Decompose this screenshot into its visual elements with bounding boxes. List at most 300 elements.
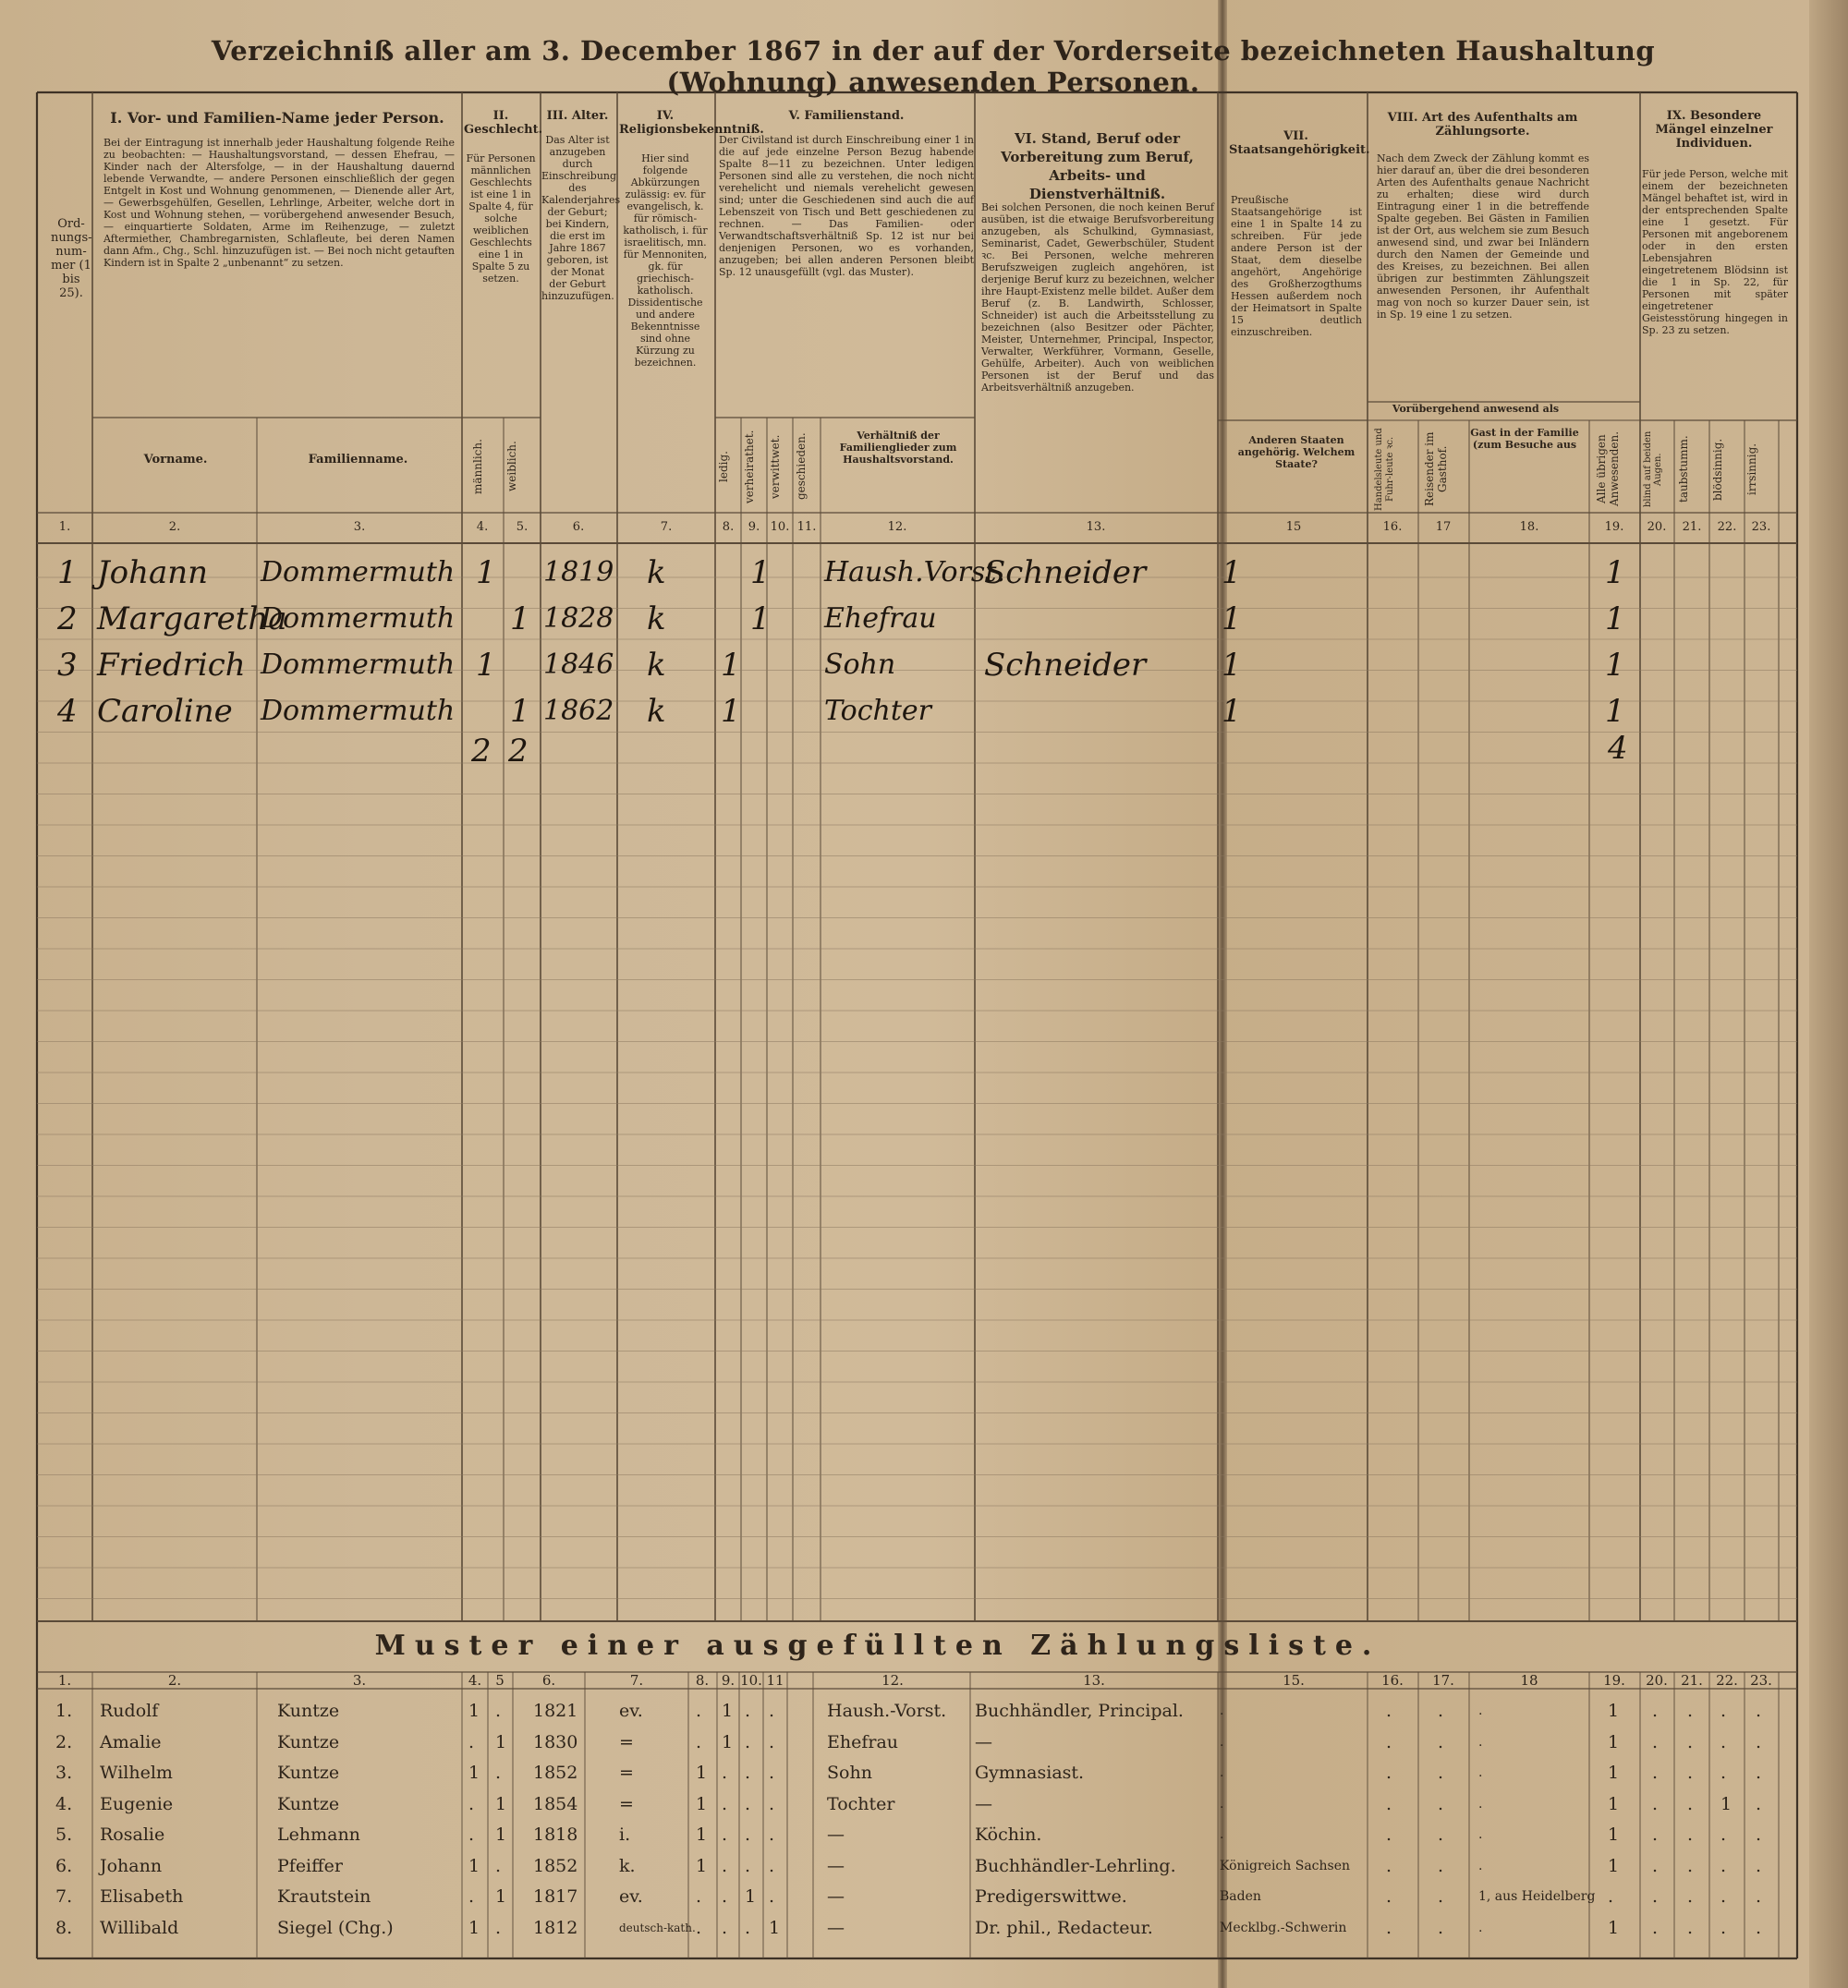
entry-maennlich: 1 [476, 554, 496, 591]
header-geschieden: geschieden. [795, 432, 808, 501]
sample-c22: . [1720, 1824, 1727, 1845]
column-number: 2. [168, 520, 181, 534]
header-sec9-text: Für jede Person, welche mit einem der bezeichneten Mängel behaftet ist, wird in der entsprechenden Spalte eine 1 gesetzt. Für Personen mit angeborenem oder in den ersten Lebensjahren eingetretenem Blödsinn ist die 1 in Sp. 22, für Personen mit später eingetretener Geistesstörung hingegen in Sp. 23 zu setzen. [1642, 168, 1788, 336]
header-col19: Alle übrigen Anwesenden. [1595, 430, 1621, 507]
entry-vorname: Caroline [97, 693, 233, 730]
header-weiblich: weiblich. [505, 441, 518, 492]
sample-beruf: — [975, 1731, 992, 1752]
sample-column-number: 15. [1283, 1672, 1305, 1689]
sample-c16: . [1386, 1763, 1392, 1783]
header-sec5-title: V. Familienstand. [788, 109, 905, 123]
sample-geschieden: . [769, 1763, 775, 1783]
sample-verwitwet: . [745, 1855, 751, 1876]
sample-c19: . [1608, 1886, 1614, 1907]
sample-nr: 3. [55, 1763, 73, 1783]
entry-religion: k [647, 693, 666, 730]
sample-vorname: Wilhelm [100, 1763, 173, 1783]
header-sec4-title: IV. Religionsbekenntniß. [619, 109, 764, 137]
sample-column-number: 7. [629, 1672, 644, 1689]
sample-c23: . [1756, 1701, 1762, 1721]
sample-c19: 1 [1608, 1824, 1620, 1845]
sample-column-number: 4. [468, 1672, 482, 1689]
sample-c23: . [1756, 1886, 1762, 1907]
sample-geschieden: . [769, 1701, 775, 1721]
header-col22: blödsinnig. [1711, 438, 1724, 501]
sample-c23: . [1756, 1855, 1762, 1876]
sample-c17: . [1438, 1917, 1444, 1938]
sample-geschieden: . [769, 1886, 775, 1907]
column-number: 5. [516, 520, 529, 534]
header-ledig: ledig. [717, 451, 730, 482]
sample-nr: 1. [55, 1701, 73, 1721]
sample-maennlich: 1 [468, 1763, 480, 1783]
sample-verhaeltnis: Ehefrau [827, 1731, 899, 1752]
sample-jahr: 1818 [533, 1824, 578, 1845]
sample-verwitwet: . [745, 1917, 751, 1938]
sample-column-number: 5 [495, 1672, 505, 1689]
sample-geschieden: 1 [769, 1917, 781, 1938]
sample-column-number: 21. [1681, 1672, 1703, 1689]
sample-jahr: 1821 [533, 1701, 578, 1721]
sample-beruf: Buchhändler-Lehrling. [975, 1855, 1176, 1876]
sample-c18: 1, aus Heidelberg [1478, 1889, 1596, 1904]
sample-verwitwet: 1 [745, 1886, 757, 1907]
sample-staat: Mecklbg.-Schwerin [1220, 1920, 1347, 1935]
sample-verhaeltnis: Haush.-Vorst. [827, 1701, 947, 1721]
sample-jahr: 1854 [533, 1793, 578, 1814]
header-col23: irrsinnig. [1745, 442, 1758, 496]
sample-c20: . [1652, 1886, 1659, 1907]
sample-geschieden: . [769, 1731, 775, 1752]
sample-verhaeltnis: — [827, 1855, 845, 1876]
entry-anwesend: 1 [1605, 600, 1625, 637]
header-ordnungsnummer: Ord-nungs-num-mer (1 bis 25). [51, 217, 92, 300]
entry-vorname: Margaretha [97, 600, 287, 637]
sample-religion: ev. [619, 1701, 643, 1721]
sample-verheiratet: . [722, 1824, 728, 1845]
header-sec1-title: I. Vor- und Familien-Name jeder Person. [110, 109, 444, 127]
entry-anwesend: 1 [1605, 647, 1625, 684]
column-number: 10. [770, 520, 790, 534]
sample-c21: . [1687, 1855, 1694, 1876]
sample-c22: . [1720, 1731, 1727, 1752]
header-sec5-text: Der Civilstand ist durch Einschreibung einer 1 in die auf jede einzelne Person Bezug habende Spalte 8—11 zu bezeichnen. Unter ledigen Personen sind alle zu verstehen, die noch nicht verehelicht und niemals verehelicht gewesen sind; unter die Geschiedenen sind auch die auf Lebenszeit von Tisch und Bett geschiedenen zu rechnen. — Das Familien- oder Verwandtschaftsverhältniß Sp. 12 ist nur bei denjenigen Personen, wo es vorhanden, anzugeben; bei allen anderen Personen bleibt Sp. 12 unausgefüllt (vgl. das Muster). [719, 134, 974, 278]
sample-vorname: Amalie [100, 1731, 162, 1752]
sample-weiblich: . [495, 1917, 502, 1938]
sample-verhaeltnis: — [827, 1917, 845, 1938]
sample-verhaeltnis: — [827, 1824, 845, 1845]
sample-nr: 4. [55, 1793, 73, 1814]
entry-geburtsjahr: 1828 [543, 602, 614, 635]
sample-religion: = [619, 1793, 634, 1814]
column-number: 21. [1682, 520, 1702, 534]
sample-c17: . [1438, 1855, 1444, 1876]
entry-verheiratet: 1 [750, 600, 771, 637]
sample-maennlich: . [468, 1793, 475, 1814]
entry-verhaeltnis: Ehefrau [824, 602, 937, 635]
sample-verhaeltnis: Tochter [827, 1793, 895, 1814]
sample-nr: 5. [55, 1824, 73, 1845]
sample-title: Muster einer ausgefüllten Zählungsliste. [374, 1630, 1381, 1662]
header-verhaeltnis: Verhältniß der Familienglieder zum Haushaltsvorstand. [839, 430, 957, 466]
sample-c21: . [1687, 1917, 1694, 1938]
sample-c21: . [1687, 1886, 1694, 1907]
sample-beruf: Köchin. [975, 1824, 1042, 1845]
sample-column-number: 12. [881, 1672, 904, 1689]
entry-number: 2 [57, 600, 78, 637]
sample-column-number: 2. [167, 1672, 182, 1689]
entry-beruf: Schneider [984, 554, 1147, 591]
sample-weiblich: . [495, 1855, 502, 1876]
sample-weiblich: 1 [495, 1886, 507, 1907]
sample-c22: . [1720, 1917, 1727, 1938]
sample-c18: . [1478, 1703, 1483, 1718]
sample-column-number: 8. [695, 1672, 710, 1689]
sample-c17: . [1438, 1793, 1444, 1814]
entry-weiblich: 1 [510, 693, 530, 730]
sample-c22: . [1720, 1886, 1727, 1907]
sample-c22: . [1720, 1763, 1727, 1783]
sample-beruf: Predigerswittwe. [975, 1886, 1127, 1907]
header-sec6-text: Bei solchen Personen, die noch keinen Beruf ausüben, ist die etwaige Berufsvorbereitung anzugeben, als Schulkind, Gymnasiast, Seminarist, Cadet, Gewerbschüler, Student ꝛc. Bei Personen, welche mehreren Berufszweigen zugleich angehören, ist derjenige Beruf kurz zu bezeichnen, welcher ihre Haupt-Existenz melle bildet. Außer dem Beruf (z. B. Landwirth, Schlosser, Schneider) ist auch die Arbeitsstellung zu bezeichnen (also Besitzer oder Pächter, Meister, Unternehmer, Principal, Inspector, Verwalter, Werkführer, Vormann, Geselle, Gehülfe, Arbeiter). Auch von weiblichen Personen ist der Beruf und das Arbeitsverhältniß anzugeben. [981, 201, 1214, 394]
sample-verwitwet: . [745, 1824, 751, 1845]
entry-beruf: Schneider [984, 647, 1147, 684]
sample-c16: . [1386, 1886, 1392, 1907]
sample-verwitwet: . [745, 1701, 751, 1721]
entry-staatsangehoerigkeit: 1 [1222, 693, 1242, 730]
header-sec4-text: Hier sind folgende Abkürzungen zulässig: ev. für evangelisch, k. für römisch-katholisch, i. für israelitisch, mn. für Mennoniten, gk. für griechisch-katholisch. Dissidentische und andere Bekenntnisse sind ohne Kürzung zu bezeichnen. [623, 152, 708, 369]
sample-column-number: 1. [57, 1672, 72, 1689]
sample-verheiratet: . [722, 1855, 728, 1876]
sample-c20: . [1652, 1824, 1659, 1845]
sample-religion: k. [619, 1855, 636, 1876]
sample-religion: ev. [619, 1886, 643, 1907]
sample-vorname: Elisabeth [100, 1886, 184, 1907]
sample-jahr: 1830 [533, 1731, 578, 1752]
sample-beruf: Buchhändler, Principal. [975, 1701, 1184, 1721]
header-verwitwet: verwittwet. [769, 434, 782, 499]
sample-c19: 1 [1608, 1701, 1620, 1721]
sample-c18: . [1478, 1827, 1483, 1842]
column-number: 17 [1435, 520, 1452, 534]
sample-c21: . [1687, 1701, 1694, 1721]
sample-column-number: 23. [1750, 1672, 1772, 1689]
sample-c22: . [1720, 1855, 1727, 1876]
entry-vorname: Friedrich [97, 647, 246, 684]
total-maennlich: 2 [471, 733, 492, 770]
sample-ledig: 1 [696, 1824, 708, 1845]
sample-verheiratet: . [722, 1917, 728, 1938]
sample-nr: 6. [55, 1855, 73, 1876]
sample-beruf: Dr. phil., Redacteur. [975, 1917, 1153, 1938]
sample-c23: . [1756, 1731, 1762, 1752]
column-number: 12. [887, 520, 907, 534]
sample-jahr: 1852 [533, 1763, 578, 1783]
header-sec2-text: Für Personen männlichen Geschlechts ist eine 1 in Spalte 4, für solche weiblichen Geschlechts eine 1 in Spalte 5 zu setzen. [466, 152, 536, 285]
sample-c23: . [1756, 1793, 1762, 1814]
sample-ledig: 1 [696, 1763, 708, 1783]
column-number: 11. [796, 520, 817, 534]
sample-c17: . [1438, 1824, 1444, 1845]
sample-staat: . [1220, 1827, 1224, 1842]
sample-c16: . [1386, 1855, 1392, 1876]
sample-verwitwet: . [745, 1793, 751, 1814]
sample-familienname: Kuntze [277, 1701, 340, 1721]
entry-familienname: Dommermuth [261, 556, 456, 588]
sample-ledig: 1 [696, 1793, 708, 1814]
header-col20: blind auf beiden Augen. [1643, 430, 1663, 508]
entry-maennlich: 1 [476, 647, 496, 684]
column-number: 16. [1382, 520, 1403, 534]
entry-familienname: Dommermuth [261, 602, 456, 635]
sample-c19: 1 [1608, 1731, 1620, 1752]
entry-staatsangehoerigkeit: 1 [1222, 554, 1242, 591]
sample-c18: . [1478, 1734, 1483, 1750]
entry-number: 3 [57, 647, 78, 684]
entry-geburtsjahr: 1862 [543, 695, 614, 727]
sample-column-number: 6. [541, 1672, 556, 1689]
column-number: 3. [353, 520, 366, 534]
sample-c22: 1 [1720, 1793, 1732, 1814]
sample-c16: . [1386, 1793, 1392, 1814]
sample-geschieden: . [769, 1824, 775, 1845]
sample-c18: . [1478, 1920, 1483, 1935]
sample-beruf: Gymnasiast. [975, 1763, 1085, 1783]
entry-number: 1 [57, 554, 78, 591]
entry-familienname: Dommermuth [261, 649, 456, 681]
sample-verwitwet: . [745, 1763, 751, 1783]
sample-weiblich: 1 [495, 1824, 507, 1845]
header-anderen-staaten: Anderen Staaten angehörig. Welchem Staate? [1237, 434, 1356, 470]
sample-religion: = [619, 1731, 634, 1752]
sample-vorname: Rosalie [100, 1824, 165, 1845]
sample-familienname: Siegel (Chg.) [277, 1917, 394, 1938]
sample-c20: . [1652, 1763, 1659, 1783]
sample-c21: . [1687, 1824, 1694, 1845]
sample-verheiratet: 1 [722, 1701, 734, 1721]
header-sec3-text: Das Alter ist anzugeben durch Einschreibung des Kalenderjahres der Geburt; bei Kindern, die erst im Jahre 1867 geboren, ist der Monat der Geburt hinzuzufügen. [541, 134, 621, 302]
header-col18: Gast in der Familie (zum Besuche aus [1470, 427, 1579, 451]
sample-beruf: — [975, 1793, 992, 1814]
sample-religion: deutsch-kath. [619, 1921, 696, 1934]
column-number: 22. [1717, 520, 1737, 534]
entry-verhaeltnis: Sohn [824, 649, 896, 681]
sample-verheiratet: . [722, 1763, 728, 1783]
entry-religion: k [647, 600, 666, 637]
sample-verhaeltnis: Sohn [827, 1763, 872, 1783]
entry-geburtsjahr: 1846 [543, 649, 614, 681]
header-col17: Reisender im Gasthof. [1423, 431, 1449, 507]
entry-verhaeltnis: Haush.Vorst. [824, 556, 1005, 588]
sample-staat: Königreich Sachsen [1220, 1858, 1351, 1873]
sample-c20: . [1652, 1855, 1659, 1876]
entry-familienname: Dommermuth [261, 695, 456, 727]
entry-verheiratet: 1 [750, 554, 771, 591]
header-maennlich: männlich. [471, 439, 484, 494]
sample-c17: . [1438, 1886, 1444, 1907]
column-number: 7. [660, 520, 673, 534]
sample-maennlich: . [468, 1731, 475, 1752]
sample-column-number: 3. [352, 1672, 367, 1689]
sample-verheiratet: . [722, 1886, 728, 1907]
sample-jahr: 1817 [533, 1886, 578, 1907]
header-vorname: Vorname. [143, 453, 208, 467]
sample-staat: . [1220, 1734, 1224, 1750]
sample-ledig: . [696, 1731, 702, 1752]
sample-geschieden: . [769, 1793, 775, 1814]
sample-c16: . [1386, 1731, 1392, 1752]
column-number: 1. [58, 520, 71, 534]
entry-staatsangehoerigkeit: 1 [1222, 647, 1242, 684]
header-familienname: Familienname. [308, 453, 408, 467]
sample-familienname: Pfeiffer [277, 1855, 343, 1876]
sample-familienname: Kuntze [277, 1731, 340, 1752]
sample-c19: 1 [1608, 1855, 1620, 1876]
entry-religion: k [647, 554, 666, 591]
column-number: 8. [722, 520, 735, 534]
sample-vorname: Eugenie [100, 1793, 174, 1814]
sample-column-number: 16. [1381, 1672, 1404, 1689]
sample-c20: . [1652, 1917, 1659, 1938]
sample-column-number: 17. [1432, 1672, 1454, 1689]
sample-vorname: Rudolf [100, 1701, 159, 1721]
header-sec6-title: VI. Stand, Beruf oder Vorbereitung zum Beruf, Arbeits- und Dienstverhältniß. [1001, 130, 1194, 202]
entry-anwesend: 1 [1605, 693, 1625, 730]
sample-maennlich: 1 [468, 1855, 480, 1876]
sample-ledig: . [696, 1886, 702, 1907]
sample-ledig: 1 [696, 1855, 708, 1876]
sample-c23: . [1756, 1824, 1762, 1845]
header-verheiratet: verheirathet. [743, 430, 756, 503]
sample-vorname: Willibald [100, 1917, 179, 1938]
sample-c20: . [1652, 1793, 1659, 1814]
sample-column-number: 11 [766, 1672, 784, 1689]
column-number: 4. [476, 520, 489, 534]
sample-familienname: Kuntze [277, 1793, 340, 1814]
sample-staat: . [1220, 1765, 1224, 1780]
sample-c16: . [1386, 1701, 1392, 1721]
sample-familienname: Lehmann [277, 1824, 360, 1845]
sample-column-number: 20. [1646, 1672, 1668, 1689]
sample-nr: 2. [55, 1731, 73, 1752]
sample-column-number: 10. [740, 1672, 762, 1689]
sample-vorname: Johann [100, 1855, 163, 1876]
column-number: 15 [1285, 520, 1302, 534]
header-voruebergehend: Vorübergehend anwesend als [1392, 403, 1560, 415]
sample-jahr: 1852 [533, 1855, 578, 1876]
entry-ledig: 1 [721, 693, 741, 730]
entry-geburtsjahr: 1819 [543, 556, 614, 588]
sample-maennlich: 1 [468, 1701, 480, 1721]
sample-c23: . [1756, 1917, 1762, 1938]
sample-c20: . [1652, 1731, 1659, 1752]
sample-c17: . [1438, 1701, 1444, 1721]
entry-verhaeltnis: Tochter [824, 695, 932, 727]
column-number: 19. [1604, 520, 1624, 534]
sample-verheiratet: . [722, 1793, 728, 1814]
sample-weiblich: 1 [495, 1793, 507, 1814]
column-number: 13. [1086, 520, 1106, 534]
sample-verhaeltnis: — [827, 1886, 845, 1907]
sample-religion: i. [619, 1824, 631, 1845]
total-anwesend: 4 [1608, 730, 1628, 767]
header-sec2-title: II. Geschlecht. [464, 109, 543, 137]
sample-ledig: . [696, 1701, 702, 1721]
total-weiblich: 2 [508, 733, 529, 770]
sample-staat: Baden [1220, 1889, 1261, 1904]
header-sec9-title: IX. Besondere Mängel einzelner Individuen. [1655, 109, 1773, 151]
column-number: 23. [1751, 520, 1771, 534]
sample-weiblich: 1 [495, 1731, 507, 1752]
sample-maennlich: 1 [468, 1917, 480, 1938]
header-sec1-text: Bei der Eintragung ist innerhalb jeder Haushaltung folgende Reihe zu beobachten: — Haushaltungsvorstand, — dessen Ehefrau, — Kinder nach der Altersfolge, — in der Haushaltung dauernd lebende Verwandte, — andere Personen einschließlich der gegen Entgelt in Kost und Wohnung genommenen, — Dienende aller Art, — Gewerbsgehülfen, Gesellen, Lehrlinge, Arbeiter, welche dort in Kost und Wohnung stehen, — vorübergehend anwesender Besuch, — einquartierte Soldaten, Arme im Reihenzuge, — zuletzt Aftermiether, Chambregarnisten, Schlafleute, bei deren Namen dann Afm., Chg., Schl. hinzuzufügen ist. — Bei noch nicht getauften Kindern ist in Spalte 2 „unbenannt“ zu setzen. [103, 137, 455, 269]
header-sec8-title: VIII. Art des Aufenthalts am Zählungsorte. [1387, 111, 1578, 139]
column-number: 9. [748, 520, 760, 534]
sample-geschieden: . [769, 1855, 775, 1876]
column-number: 20. [1647, 520, 1667, 534]
sample-c18: . [1478, 1765, 1483, 1780]
entry-staatsangehoerigkeit: 1 [1222, 600, 1242, 637]
sample-c21: . [1687, 1731, 1694, 1752]
sample-maennlich: . [468, 1824, 475, 1845]
entry-anwesend: 1 [1605, 554, 1625, 591]
entry-ledig: 1 [721, 647, 741, 684]
sample-c19: 1 [1608, 1917, 1620, 1938]
page-title: Verzeichniß aller am 3. December 1867 in der auf der Vorderseite bezeichneten Haushaltung (Wohnung) anwesenden Personen. [211, 35, 1656, 98]
sample-staat: . [1220, 1796, 1224, 1812]
sample-c19: 1 [1608, 1763, 1620, 1783]
sample-c18: . [1478, 1858, 1483, 1873]
sample-religion: = [619, 1763, 634, 1783]
sample-c23: . [1756, 1763, 1762, 1783]
sample-maennlich: . [468, 1886, 475, 1907]
header-sec8-text: Nach dem Zweck der Zählung kommt es hier darauf an, über die drei besonderen Arten des Aufenthalts genaue Nachricht zu erhalten; diese wird durch Eintragung einer 1 in die betreffende Spalte gegeben. Bei Gästen in Familien ist der Ort, aus welchem sie zum Besuch anwesend sind, und zwar bei Inländern durch den Namen der Gemeinde und des Kreises, zu bezeichnen. Bei allen übrigen zur bestimmten Zählungszeit anwesenden Personen, ihr Aufenthalt mag von noch so kurzer Dauer sein, ist in Sp. 19 eine 1 zu setzen. [1377, 152, 1589, 321]
sample-jahr: 1812 [533, 1917, 578, 1938]
sample-column-number: 9. [721, 1672, 736, 1689]
sample-c16: . [1386, 1824, 1392, 1845]
entry-vorname: Johann [97, 554, 209, 591]
sample-weiblich: . [495, 1763, 502, 1783]
sample-familienname: Krautstein [277, 1886, 371, 1907]
sample-c21: . [1687, 1763, 1694, 1783]
sample-c21: . [1687, 1793, 1694, 1814]
sample-nr: 8. [55, 1917, 73, 1938]
sample-verwitwet: . [745, 1731, 751, 1752]
sample-c19: 1 [1608, 1793, 1620, 1814]
sample-c17: . [1438, 1731, 1444, 1752]
sample-c18: . [1478, 1796, 1483, 1812]
sample-staat: . [1220, 1703, 1224, 1718]
sample-verheiratet: 1 [722, 1731, 734, 1752]
entry-number: 4 [57, 693, 78, 730]
sample-column-number: 13. [1083, 1672, 1105, 1689]
header-sec7-title: VII. Staatsangehörigkeit. [1229, 129, 1370, 157]
column-number: 6. [572, 520, 585, 534]
header-sec7-text: Preußische Staatsangehörige ist eine 1 in Spalte 14 zu schreiben. Für jede andere Person ist der Staat, dem dieselbe angehört, Angehörige des Großherzogthums Hessen außerdem noch der Heimatsort in Spalte 15 deutlich einzuschreiben. [1231, 194, 1362, 338]
sample-nr: 7. [55, 1886, 73, 1907]
column-number: 18. [1519, 520, 1539, 534]
header-col21: taubstumm. [1677, 435, 1690, 503]
entry-weiblich: 1 [510, 600, 530, 637]
sample-column-number: 19. [1603, 1672, 1625, 1689]
header-col16: Handelsleute und Fuhr-leute ꝛc. [1374, 428, 1395, 511]
sample-column-number: 22. [1716, 1672, 1738, 1689]
header-sec3-title: III. Alter. [546, 109, 609, 123]
sample-c16: . [1386, 1917, 1392, 1938]
sample-c17: . [1438, 1763, 1444, 1783]
sample-c20: . [1652, 1701, 1659, 1721]
sample-familienname: Kuntze [277, 1763, 340, 1783]
